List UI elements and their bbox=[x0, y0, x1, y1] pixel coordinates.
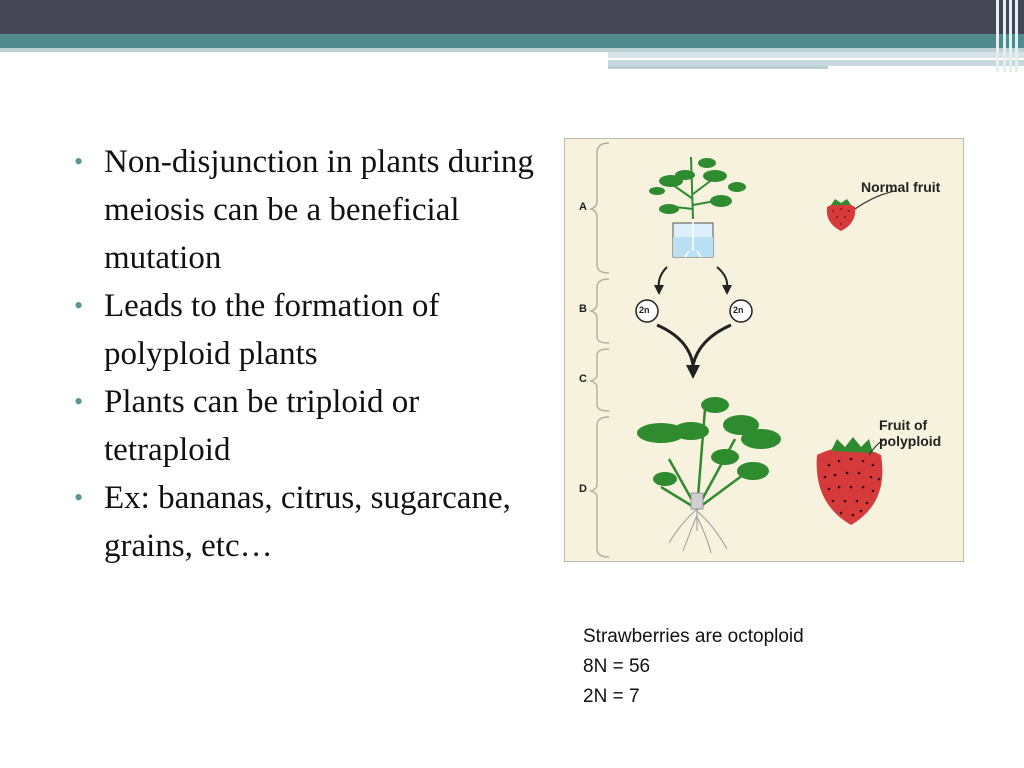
normal-fruit-label: Normal fruit bbox=[861, 179, 941, 195]
header-band-right-1 bbox=[608, 52, 1024, 58]
bullet-dot-icon: • bbox=[74, 387, 84, 416]
polyploid-plant-icon bbox=[637, 397, 781, 509]
gamete-label-right: 2n bbox=[733, 305, 744, 315]
header-band-right-3 bbox=[608, 66, 828, 69]
polyploid-fruit-label-line2: polyploid bbox=[879, 433, 942, 449]
diagram-graphic bbox=[565, 139, 965, 563]
bullet-dot-icon: • bbox=[74, 483, 84, 512]
bullet-list bbox=[74, 138, 544, 570]
bullet-text: Ex: bananas, citrus, sugarcane, grains, etc… bbox=[104, 480, 511, 564]
normal-strawberry-icon bbox=[827, 199, 855, 231]
bullet-dot-icon: • bbox=[74, 147, 84, 176]
stage-label-a: A bbox=[579, 201, 587, 213]
beaker-icon bbox=[673, 219, 713, 257]
stage-brackets bbox=[591, 143, 609, 557]
caption-line-2: 8N = 56 bbox=[583, 656, 651, 677]
bullet-text: Non-disjunction in plants during meiosis can be a beneficial mutation bbox=[104, 144, 534, 276]
stage-label-b: B bbox=[579, 303, 587, 315]
bullet-text: Leads to the formation of polyploid plants bbox=[104, 288, 440, 372]
bullet-item bbox=[74, 282, 544, 378]
bullet-item bbox=[74, 378, 544, 474]
bullet-item bbox=[74, 138, 544, 282]
caption bbox=[583, 622, 804, 712]
split-arrows bbox=[659, 267, 728, 289]
bullet-dot-icon: • bbox=[74, 291, 84, 320]
caption-line-1: Strawberries are octoploid bbox=[583, 626, 804, 647]
bullet-text: Plants can be triploid or tetraploid bbox=[104, 384, 420, 468]
gamete-label-left: 2n bbox=[639, 305, 650, 315]
stage-label-c: C bbox=[579, 373, 587, 385]
header-band-dark bbox=[0, 0, 1024, 34]
caption-line-3: 2N = 7 bbox=[583, 686, 640, 707]
stage-label-d: D bbox=[579, 483, 587, 495]
small-plant-icon bbox=[649, 157, 746, 219]
header-decorative-lines bbox=[994, 0, 1024, 72]
bullet-item bbox=[74, 474, 544, 570]
merge-arrows bbox=[657, 325, 731, 365]
polyploid-fruit-label-line1: Fruit of bbox=[879, 417, 928, 433]
header-band-teal bbox=[0, 34, 1024, 48]
polyploidy-diagram bbox=[564, 138, 964, 562]
